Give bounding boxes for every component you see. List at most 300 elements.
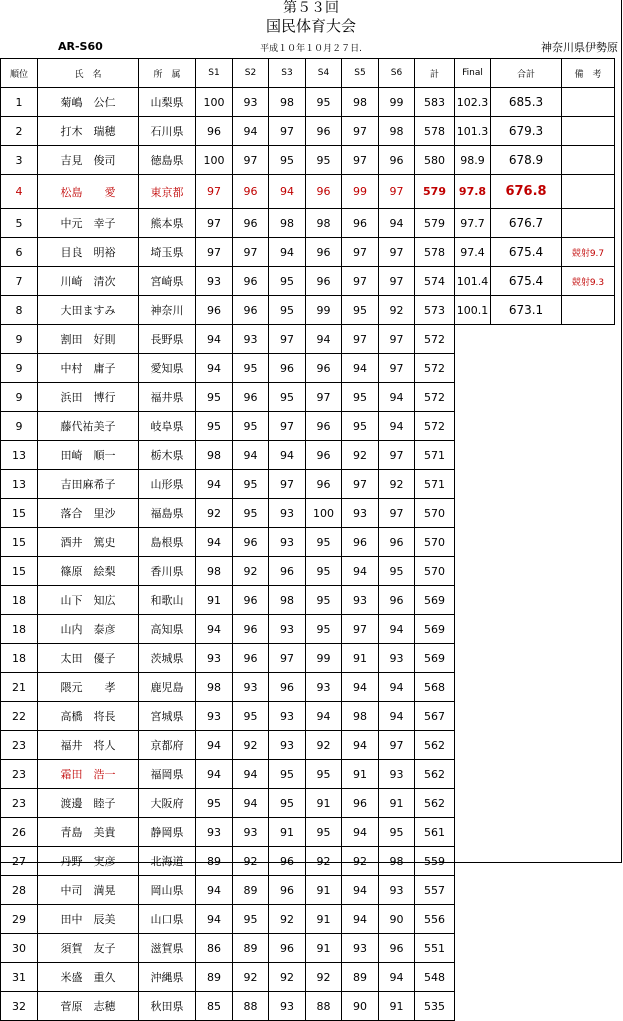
name-cell: 田中 辰美 (38, 905, 139, 934)
series-cell: 98 (269, 88, 306, 117)
pref-cell: 宮崎県 (139, 267, 196, 296)
series-cell: 96 (306, 412, 342, 441)
event-venue: 神奈川県伊勢原 (541, 41, 618, 54)
series-cell: 94 (196, 731, 233, 760)
empty-cell (491, 760, 562, 789)
final-cell: 101.4 (455, 267, 491, 296)
series-cell: 93 (269, 528, 306, 557)
table-row (1, 88, 615, 117)
series-cell: 92 (269, 905, 306, 934)
series-cell: 99 (379, 88, 415, 117)
empty-cell (491, 992, 562, 1021)
series-cell: 94 (306, 702, 342, 731)
rank-cell: 9 (1, 412, 38, 441)
name-cell: 中村 庸子 (38, 354, 139, 383)
empty-cell (491, 354, 562, 383)
rank-cell: 1 (1, 88, 38, 117)
total-cell: 579 (415, 209, 455, 238)
empty-cell (562, 499, 615, 528)
empty-cell (491, 499, 562, 528)
total-cell: 571 (415, 441, 455, 470)
series-cell: 95 (342, 412, 379, 441)
series-cell: 95 (269, 789, 306, 818)
col-s3: S3 (269, 59, 306, 88)
col-final: Final (455, 59, 491, 88)
empty-cell (455, 528, 491, 557)
grand-cell: 676.7 (491, 209, 562, 238)
name-cell: 打木 瑞穂 (38, 117, 139, 146)
series-cell: 100 (196, 88, 233, 117)
series-cell: 96 (233, 644, 269, 673)
series-cell: 92 (233, 731, 269, 760)
pref-cell: 石川県 (139, 117, 196, 146)
series-cell: 89 (196, 847, 233, 876)
series-cell: 97 (269, 470, 306, 499)
empty-cell (562, 354, 615, 383)
col-name: 氏 名 (38, 59, 139, 88)
name-cell: 落合 里沙 (38, 499, 139, 528)
empty-cell (491, 325, 562, 354)
series-cell: 92 (306, 731, 342, 760)
name-cell: 高橋 将長 (38, 702, 139, 731)
series-cell: 96 (233, 528, 269, 557)
series-cell: 97 (342, 117, 379, 146)
series-cell: 96 (196, 296, 233, 325)
rank-cell: 3 (1, 146, 38, 175)
note-cell (562, 296, 615, 325)
empty-cell (562, 673, 615, 702)
series-cell: 94 (196, 354, 233, 383)
empty-cell (455, 702, 491, 731)
rank-cell: 9 (1, 325, 38, 354)
name-cell: 米盛 重久 (38, 963, 139, 992)
series-cell: 95 (306, 557, 342, 586)
series-cell: 96 (342, 528, 379, 557)
name-cell: 割田 好則 (38, 325, 139, 354)
series-cell: 86 (196, 934, 233, 963)
series-cell: 96 (233, 383, 269, 412)
rank-cell: 21 (1, 673, 38, 702)
table-row (1, 117, 615, 146)
note-cell (562, 88, 615, 117)
series-cell: 91 (306, 934, 342, 963)
empty-cell (455, 760, 491, 789)
table-row (1, 528, 615, 557)
total-cell: 562 (415, 731, 455, 760)
series-cell: 94 (196, 760, 233, 789)
series-cell: 95 (306, 146, 342, 175)
series-cell: 95 (306, 615, 342, 644)
series-cell: 97 (269, 325, 306, 354)
total-cell: 579 (415, 175, 455, 209)
series-cell: 96 (379, 146, 415, 175)
empty-cell (562, 702, 615, 731)
name-cell: 丹野 実彦 (38, 847, 139, 876)
table-row (1, 992, 615, 1021)
table-row (1, 644, 615, 673)
name-cell: 吉田麻希子 (38, 470, 139, 499)
empty-cell (562, 557, 615, 586)
total-cell: 559 (415, 847, 455, 876)
name-cell: 酒井 篤史 (38, 528, 139, 557)
pref-cell: 山梨県 (139, 88, 196, 117)
pref-cell: 北海道 (139, 847, 196, 876)
series-cell: 99 (342, 175, 379, 209)
total-cell: 572 (415, 325, 455, 354)
total-cell: 548 (415, 963, 455, 992)
col-grand: 合計 (491, 59, 562, 88)
grand-cell: 673.1 (491, 296, 562, 325)
series-cell: 90 (342, 992, 379, 1021)
series-cell: 98 (269, 586, 306, 615)
total-cell: 573 (415, 296, 455, 325)
rank-cell: 9 (1, 354, 38, 383)
event-number: 第５３回 (283, 0, 339, 16)
series-cell: 94 (379, 702, 415, 731)
name-cell: 霜田 浩一 (38, 760, 139, 789)
series-cell: 94 (233, 117, 269, 146)
series-cell: 96 (269, 876, 306, 905)
series-cell: 97 (379, 267, 415, 296)
series-cell: 96 (196, 117, 233, 146)
name-cell: 浜田 博行 (38, 383, 139, 412)
total-cell: 568 (415, 673, 455, 702)
series-cell: 97 (269, 117, 306, 146)
empty-cell (562, 847, 615, 876)
empty-cell (455, 325, 491, 354)
series-cell: 96 (233, 615, 269, 644)
series-cell: 92 (269, 963, 306, 992)
series-cell: 94 (342, 673, 379, 702)
rank-cell: 15 (1, 528, 38, 557)
series-cell: 91 (306, 876, 342, 905)
series-cell: 93 (379, 760, 415, 789)
series-cell: 97 (196, 209, 233, 238)
col-s4: S4 (306, 59, 342, 88)
series-cell: 93 (269, 499, 306, 528)
pref-cell: 大阪府 (139, 789, 196, 818)
series-cell: 98 (379, 847, 415, 876)
name-cell: 川崎 清次 (38, 267, 139, 296)
pref-cell: 徳島県 (139, 146, 196, 175)
series-cell: 96 (233, 586, 269, 615)
pref-cell: 茨城県 (139, 644, 196, 673)
series-cell: 95 (196, 412, 233, 441)
series-cell: 96 (306, 354, 342, 383)
empty-cell (491, 673, 562, 702)
empty-cell (455, 412, 491, 441)
final-cell: 100.1 (455, 296, 491, 325)
note-cell (562, 146, 615, 175)
note-cell (562, 175, 615, 209)
series-cell: 89 (342, 963, 379, 992)
rank-cell: 30 (1, 934, 38, 963)
series-cell: 94 (196, 528, 233, 557)
table-row (1, 296, 615, 325)
series-cell: 98 (196, 557, 233, 586)
note-cell (562, 117, 615, 146)
series-cell: 93 (196, 267, 233, 296)
series-cell: 97 (342, 238, 379, 267)
series-cell: 93 (233, 673, 269, 702)
note-cell: 競射9.3 (562, 267, 615, 296)
empty-cell (455, 441, 491, 470)
series-cell: 95 (342, 383, 379, 412)
series-cell: 91 (269, 818, 306, 847)
total-cell: 569 (415, 644, 455, 673)
series-cell: 91 (342, 760, 379, 789)
series-cell: 95 (233, 470, 269, 499)
empty-cell (562, 818, 615, 847)
results-table (0, 58, 615, 1021)
series-cell: 95 (306, 760, 342, 789)
rank-cell: 4 (1, 175, 38, 209)
name-cell: 菊嶋 公仁 (38, 88, 139, 117)
series-cell: 96 (379, 586, 415, 615)
grand-cell: 679.3 (491, 117, 562, 146)
col-s5: S5 (342, 59, 379, 88)
series-cell: 95 (233, 499, 269, 528)
total-cell: 569 (415, 586, 455, 615)
total-cell: 574 (415, 267, 455, 296)
series-cell: 91 (379, 992, 415, 1021)
empty-cell (455, 470, 491, 499)
series-cell: 99 (306, 644, 342, 673)
series-cell: 90 (379, 905, 415, 934)
grand-cell: 676.8 (491, 175, 562, 209)
total-cell: 570 (415, 528, 455, 557)
final-cell: 98.9 (455, 146, 491, 175)
empty-cell (491, 557, 562, 586)
series-cell: 93 (269, 731, 306, 760)
rank-cell: 18 (1, 644, 38, 673)
series-cell: 96 (233, 267, 269, 296)
total-cell: 557 (415, 876, 455, 905)
name-cell: 須賀 友子 (38, 934, 139, 963)
event-name: 国民体育大会 (265, 17, 356, 35)
total-cell: 562 (415, 789, 455, 818)
series-cell: 96 (269, 673, 306, 702)
series-cell: 97 (233, 238, 269, 267)
series-cell: 93 (233, 818, 269, 847)
series-cell: 93 (233, 325, 269, 354)
series-cell: 93 (196, 818, 233, 847)
table-row (1, 146, 615, 175)
empty-cell (562, 905, 615, 934)
series-cell: 97 (342, 267, 379, 296)
table-row (1, 209, 615, 238)
series-cell: 92 (196, 499, 233, 528)
series-cell: 94 (342, 557, 379, 586)
rank-cell: 18 (1, 615, 38, 644)
empty-cell (562, 528, 615, 557)
rank-cell: 2 (1, 117, 38, 146)
grand-cell: 675.4 (491, 238, 562, 267)
empty-cell (455, 905, 491, 934)
series-cell: 91 (379, 789, 415, 818)
empty-cell (491, 644, 562, 673)
series-cell: 96 (342, 789, 379, 818)
pref-cell: 香川県 (139, 557, 196, 586)
series-cell: 96 (269, 354, 306, 383)
series-cell: 97 (233, 146, 269, 175)
empty-cell (562, 963, 615, 992)
series-cell: 95 (306, 818, 342, 847)
series-cell: 94 (342, 731, 379, 760)
event-code: AR-S60 (58, 40, 103, 53)
series-cell: 99 (306, 296, 342, 325)
empty-cell (455, 644, 491, 673)
pref-cell: 静岡県 (139, 818, 196, 847)
series-cell: 95 (306, 586, 342, 615)
total-cell: 551 (415, 934, 455, 963)
col-rank: 順位 (1, 59, 38, 88)
empty-cell (491, 847, 562, 876)
series-cell: 93 (269, 702, 306, 731)
pref-cell: 京都府 (139, 731, 196, 760)
series-cell: 94 (342, 905, 379, 934)
series-cell: 96 (233, 296, 269, 325)
series-cell: 97 (379, 175, 415, 209)
series-cell: 92 (379, 470, 415, 499)
series-cell: 98 (379, 117, 415, 146)
name-cell: 大田ますみ (38, 296, 139, 325)
series-cell: 98 (306, 209, 342, 238)
table-row (1, 175, 615, 209)
empty-cell (562, 325, 615, 354)
empty-cell (562, 412, 615, 441)
event-date: 平成１０年１０月２７日. (260, 44, 362, 54)
rank-cell: 15 (1, 499, 38, 528)
total-cell: 535 (415, 992, 455, 1021)
pref-cell: 福井県 (139, 383, 196, 412)
series-cell: 92 (306, 963, 342, 992)
series-cell: 97 (196, 238, 233, 267)
series-cell: 96 (306, 117, 342, 146)
pref-cell: 岡山県 (139, 876, 196, 905)
series-cell: 91 (342, 644, 379, 673)
total-cell: 562 (415, 760, 455, 789)
pref-cell: 愛知県 (139, 354, 196, 383)
series-cell: 94 (196, 325, 233, 354)
empty-cell (455, 934, 491, 963)
col-s6: S6 (379, 59, 415, 88)
series-cell: 94 (306, 325, 342, 354)
table-row (1, 963, 615, 992)
empty-cell (491, 441, 562, 470)
series-cell: 91 (306, 789, 342, 818)
empty-cell (562, 789, 615, 818)
empty-cell (562, 934, 615, 963)
empty-cell (562, 383, 615, 412)
series-cell: 97 (379, 441, 415, 470)
table-row (1, 470, 615, 499)
table-row (1, 557, 615, 586)
series-cell: 94 (379, 673, 415, 702)
empty-cell (455, 731, 491, 760)
series-cell: 94 (233, 760, 269, 789)
empty-cell (491, 615, 562, 644)
rank-cell: 29 (1, 905, 38, 934)
series-cell: 96 (269, 557, 306, 586)
note-cell (562, 209, 615, 238)
series-cell: 95 (306, 528, 342, 557)
series-cell: 96 (342, 209, 379, 238)
series-cell: 96 (233, 175, 269, 209)
final-cell: 97.8 (455, 175, 491, 209)
series-cell: 94 (196, 876, 233, 905)
empty-cell (491, 789, 562, 818)
series-cell: 98 (342, 88, 379, 117)
rank-cell: 23 (1, 760, 38, 789)
rank-cell: 7 (1, 267, 38, 296)
series-cell: 93 (342, 586, 379, 615)
final-cell: 97.4 (455, 238, 491, 267)
series-cell: 94 (379, 209, 415, 238)
series-cell: 88 (233, 992, 269, 1021)
series-cell: 95 (196, 789, 233, 818)
name-cell: 隈元 孝 (38, 673, 139, 702)
table-row (1, 847, 615, 876)
series-cell: 95 (233, 412, 269, 441)
total-cell: 572 (415, 354, 455, 383)
table-row (1, 238, 615, 267)
series-cell: 93 (233, 88, 269, 117)
pref-cell: 神奈川 (139, 296, 196, 325)
rank-cell: 13 (1, 470, 38, 499)
series-cell: 94 (196, 470, 233, 499)
rank-cell: 23 (1, 731, 38, 760)
table-row (1, 354, 615, 383)
empty-cell (491, 412, 562, 441)
table-row (1, 876, 615, 905)
series-cell: 85 (196, 992, 233, 1021)
empty-cell (491, 963, 562, 992)
series-cell: 96 (306, 175, 342, 209)
series-cell: 93 (196, 644, 233, 673)
series-cell: 93 (306, 673, 342, 702)
series-cell: 100 (306, 499, 342, 528)
series-cell: 94 (379, 412, 415, 441)
table-row (1, 673, 615, 702)
series-cell: 88 (306, 992, 342, 1021)
empty-cell (455, 557, 491, 586)
empty-cell (455, 354, 491, 383)
series-cell: 93 (196, 702, 233, 731)
empty-cell (491, 818, 562, 847)
empty-cell (491, 383, 562, 412)
series-cell: 95 (379, 818, 415, 847)
table-row (1, 702, 615, 731)
series-cell: 97 (342, 470, 379, 499)
rank-cell: 26 (1, 818, 38, 847)
pref-cell: 島根県 (139, 528, 196, 557)
series-cell: 95 (342, 296, 379, 325)
note-cell: 競射9.7 (562, 238, 615, 267)
sheet-header (0, 0, 622, 58)
name-cell: 渡邊 睦子 (38, 789, 139, 818)
series-cell: 95 (269, 267, 306, 296)
series-cell: 96 (306, 267, 342, 296)
total-cell: 583 (415, 88, 455, 117)
series-cell: 100 (196, 146, 233, 175)
col-s1: S1 (196, 59, 233, 88)
table-row (1, 383, 615, 412)
table-row (1, 267, 615, 296)
col-s2: S2 (233, 59, 269, 88)
series-cell: 94 (233, 441, 269, 470)
name-cell: 目良 明裕 (38, 238, 139, 267)
